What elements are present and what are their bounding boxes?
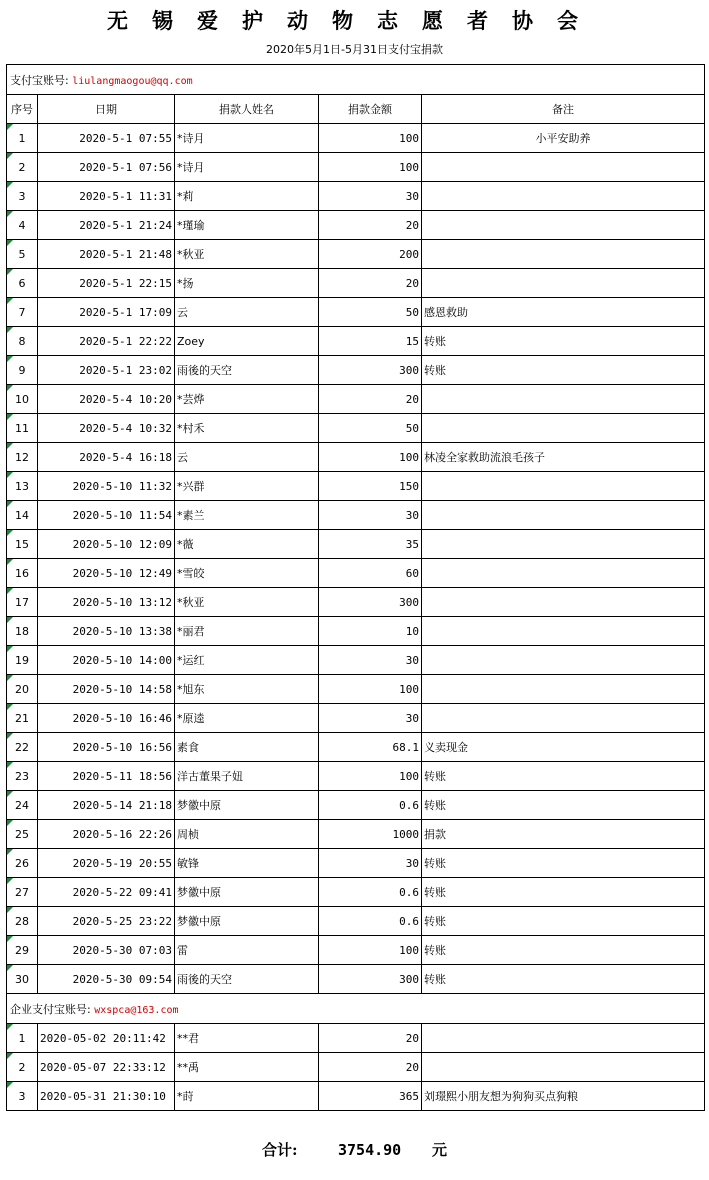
row-amount: 15 [319, 327, 422, 356]
row-seq [7, 1024, 38, 1053]
row-date: 2020-05-02 20:11:42 [38, 1024, 175, 1053]
row-seq [7, 443, 38, 472]
row-note: 转账 [422, 762, 705, 791]
row-amount: 0.6 [319, 907, 422, 936]
total-line [262, 1138, 447, 1162]
row-seq [7, 530, 38, 559]
company-alipay-account-cell [7, 994, 705, 1024]
cell-marker-icon [7, 1082, 13, 1088]
table-row [7, 936, 705, 965]
cell-marker-icon [7, 820, 13, 826]
row-seq [7, 559, 38, 588]
row-seq [7, 501, 38, 530]
cell-marker-icon [7, 501, 13, 507]
table-row [7, 211, 705, 240]
cell-marker-icon [7, 211, 13, 217]
row-donor-name: *丽君 [175, 617, 319, 646]
row-date: 2020-5-1 21:48 [38, 240, 175, 269]
row-seq-text: 19 [15, 653, 29, 667]
row-amount: 100 [319, 936, 422, 965]
row-seq-text: 10 [15, 392, 29, 406]
cell-marker-icon [7, 849, 13, 855]
row-note [422, 588, 705, 617]
alipay-account-cell [7, 65, 705, 95]
row-note [422, 414, 705, 443]
table-row [7, 182, 705, 211]
row-note: 转账 [422, 907, 705, 936]
row-amount: 20 [319, 211, 422, 240]
row-seq-text: 2 [18, 1060, 26, 1074]
row-amount: 300 [319, 965, 422, 994]
row-seq [7, 1082, 38, 1111]
row-amount: 10 [319, 617, 422, 646]
table-row [7, 878, 705, 907]
row-date: 2020-5-10 14:00 [38, 646, 175, 675]
row-date: 2020-05-07 22:33:12 [38, 1053, 175, 1082]
row-amount: 30 [319, 182, 422, 211]
row-donor-name: *村禾 [175, 414, 319, 443]
row-seq-text: 1 [18, 1031, 26, 1045]
alipay-account-label: 支付宝账号: [10, 73, 69, 87]
table-row [7, 327, 705, 356]
row-note: 感恩救助 [422, 298, 705, 327]
row-note [422, 1024, 705, 1053]
row-note: 转账 [422, 965, 705, 994]
company-alipay-account-value[interactable]: wxspca@163.com [94, 1004, 179, 1016]
row-seq [7, 820, 38, 849]
row-date: 2020-5-30 07:03 [38, 936, 175, 965]
row-seq [7, 733, 38, 762]
row-note [422, 472, 705, 501]
row-seq [7, 762, 38, 791]
row-amount: 20 [319, 385, 422, 414]
row-seq [7, 298, 38, 327]
row-donor-name: *原逵 [175, 704, 319, 733]
row-seq [7, 878, 38, 907]
row-amount: 20 [319, 269, 422, 298]
row-seq [7, 269, 38, 298]
cell-marker-icon [7, 762, 13, 768]
header-seq: 序号 [7, 95, 38, 124]
row-donor-name: *旭东 [175, 675, 319, 704]
row-date: 2020-5-1 22:22 [38, 327, 175, 356]
row-note: 转账 [422, 327, 705, 356]
row-date: 2020-5-1 23:02 [38, 356, 175, 385]
row-seq-text: 1 [18, 131, 26, 145]
row-date: 2020-5-14 21:18 [38, 791, 175, 820]
row-note: 林凌全家救助流浪毛孩子 [422, 443, 705, 472]
row-seq-text: 28 [15, 914, 29, 928]
row-date: 2020-5-10 16:46 [38, 704, 175, 733]
row-seq-text: 3 [18, 189, 26, 203]
row-amount: 100 [319, 443, 422, 472]
row-note: 小平安助养 [422, 124, 705, 153]
row-seq [7, 356, 38, 385]
row-donor-name: Zoey [175, 327, 319, 356]
cell-marker-icon [7, 1053, 13, 1059]
cell-marker-icon [7, 588, 13, 594]
row-amount: 50 [319, 298, 422, 327]
row-note [422, 182, 705, 211]
row-donor-name: *薇 [175, 530, 319, 559]
cell-marker-icon [7, 530, 13, 536]
row-note [422, 1053, 705, 1082]
row-seq [7, 385, 38, 414]
row-date: 2020-5-10 13:38 [38, 617, 175, 646]
row-amount: 100 [319, 153, 422, 182]
cell-marker-icon [7, 240, 13, 246]
cell-marker-icon [7, 269, 13, 275]
row-date: 2020-5-19 20:55 [38, 849, 175, 878]
table-row [7, 443, 705, 472]
company-alipay-account-row [7, 994, 705, 1024]
row-seq-text: 27 [15, 885, 29, 899]
row-note [422, 501, 705, 530]
row-donor-name: *莉 [175, 182, 319, 211]
row-seq [7, 791, 38, 820]
table-row [7, 124, 705, 153]
row-donor-name: *诗月 [175, 124, 319, 153]
row-seq [7, 472, 38, 501]
table-row [7, 530, 705, 559]
row-donor-name: 雨後的天空 [175, 965, 319, 994]
table-row [7, 791, 705, 820]
table-row [7, 965, 705, 994]
row-date: 2020-5-22 09:41 [38, 878, 175, 907]
row-donor-name: *莳 [175, 1082, 319, 1111]
row-date: 2020-5-4 16:18 [38, 443, 175, 472]
row-donor-name: 敏锋 [175, 849, 319, 878]
row-seq-text: 3 [18, 1089, 26, 1103]
row-donor-name: 周桢 [175, 820, 319, 849]
row-note: 转账 [422, 849, 705, 878]
row-donor-name: **君 [175, 1024, 319, 1053]
row-seq [7, 936, 38, 965]
row-seq-text: 15 [15, 537, 29, 551]
row-amount: 300 [319, 356, 422, 385]
row-note: 义卖现金 [422, 733, 705, 762]
table-row [7, 704, 705, 733]
row-date: 2020-5-4 10:20 [38, 385, 175, 414]
cell-marker-icon [7, 559, 13, 565]
row-seq [7, 675, 38, 704]
row-amount: 0.6 [319, 791, 422, 820]
row-amount: 60 [319, 559, 422, 588]
row-date: 2020-5-10 16:56 [38, 733, 175, 762]
row-seq-text: 11 [15, 421, 29, 435]
row-date: 2020-5-1 21:24 [38, 211, 175, 240]
cell-marker-icon [7, 617, 13, 623]
row-donor-name: 梦徽中原 [175, 791, 319, 820]
row-note: 转账 [422, 878, 705, 907]
row-amount: 100 [319, 124, 422, 153]
row-seq-text: 30 [15, 972, 29, 986]
row-seq-text: 12 [15, 450, 29, 464]
cell-marker-icon [7, 1024, 13, 1030]
row-seq [7, 646, 38, 675]
row-note [422, 240, 705, 269]
row-date: 2020-5-10 12:49 [38, 559, 175, 588]
table-row [7, 907, 705, 936]
row-amount: 150 [319, 472, 422, 501]
row-donor-name: *扬 [175, 269, 319, 298]
row-donor-name: *雪皎 [175, 559, 319, 588]
cell-marker-icon [7, 356, 13, 362]
table-row [7, 646, 705, 675]
row-seq [7, 124, 38, 153]
row-amount: 100 [319, 675, 422, 704]
row-date: 2020-5-10 11:54 [38, 501, 175, 530]
row-seq-text: 23 [15, 769, 29, 783]
row-date: 2020-5-10 12:09 [38, 530, 175, 559]
table-row [7, 820, 705, 849]
row-seq [7, 1053, 38, 1082]
cell-marker-icon [7, 878, 13, 884]
total-unit: 元 [432, 1141, 448, 1159]
row-note: 刘璟熙小朋友想为狗狗买点狗粮 [422, 1082, 705, 1111]
row-date: 2020-5-30 09:54 [38, 965, 175, 994]
row-seq [7, 211, 38, 240]
row-seq [7, 327, 38, 356]
row-note [422, 269, 705, 298]
row-note [422, 617, 705, 646]
row-seq-text: 20 [15, 682, 29, 696]
row-note [422, 675, 705, 704]
row-donor-name: *诗月 [175, 153, 319, 182]
row-amount: 365 [319, 1082, 422, 1111]
table-row [7, 617, 705, 646]
table-row [7, 414, 705, 443]
cell-marker-icon [7, 153, 13, 159]
table-row [7, 849, 705, 878]
row-seq-text: 29 [15, 943, 29, 957]
row-seq-text: 16 [15, 566, 29, 580]
row-seq-text: 5 [18, 247, 26, 261]
row-date: 2020-5-25 23:22 [38, 907, 175, 936]
row-donor-name: *运红 [175, 646, 319, 675]
cell-marker-icon [7, 965, 13, 971]
header-name: 捐款人姓名 [175, 95, 319, 124]
page-title: 无锡爱护动物志愿者协会 [107, 8, 602, 33]
table-row [7, 762, 705, 791]
row-amount: 30 [319, 501, 422, 530]
row-amount: 30 [319, 646, 422, 675]
row-donor-name: *芸烨 [175, 385, 319, 414]
cell-marker-icon [7, 327, 13, 333]
row-amount: 68.1 [319, 733, 422, 762]
row-amount: 200 [319, 240, 422, 269]
cell-marker-icon [7, 733, 13, 739]
row-amount: 1000 [319, 820, 422, 849]
row-note: 转账 [422, 936, 705, 965]
row-seq [7, 965, 38, 994]
table-row [7, 385, 705, 414]
page-subtitle: 2020年5月1日-5月31日支付宝捐款 [266, 43, 443, 56]
row-note [422, 530, 705, 559]
row-donor-name: 素食 [175, 733, 319, 762]
row-date: 2020-5-16 22:26 [38, 820, 175, 849]
row-date: 2020-5-4 10:32 [38, 414, 175, 443]
cell-marker-icon [7, 472, 13, 478]
table-row [7, 298, 705, 327]
row-seq-text: 13 [15, 479, 29, 493]
row-donor-name: *素兰 [175, 501, 319, 530]
row-date: 2020-5-1 07:56 [38, 153, 175, 182]
cell-marker-icon [7, 791, 13, 797]
row-donor-name: 梦徽中原 [175, 878, 319, 907]
row-donor-name: 雷 [175, 936, 319, 965]
table-row [7, 1053, 705, 1082]
row-note [422, 385, 705, 414]
table-row [7, 1024, 705, 1053]
row-date: 2020-5-10 14:58 [38, 675, 175, 704]
row-seq [7, 849, 38, 878]
row-note [422, 646, 705, 675]
table-row [7, 240, 705, 269]
row-donor-name: *秋亚 [175, 588, 319, 617]
cell-marker-icon [7, 936, 13, 942]
cell-marker-icon [7, 704, 13, 710]
row-amount: 30 [319, 849, 422, 878]
row-seq [7, 704, 38, 733]
row-note: 转账 [422, 791, 705, 820]
header-date: 日期 [38, 95, 175, 124]
row-seq [7, 182, 38, 211]
row-seq-text: 4 [18, 218, 26, 232]
row-note [422, 559, 705, 588]
row-amount: 20 [319, 1053, 422, 1082]
cell-marker-icon [7, 675, 13, 681]
row-date: 2020-5-11 18:56 [38, 762, 175, 791]
row-seq [7, 617, 38, 646]
table-row [7, 733, 705, 762]
row-seq [7, 588, 38, 617]
row-donor-name: 梦徽中原 [175, 907, 319, 936]
row-donor-name: 洋古董果子妞 [175, 762, 319, 791]
row-seq [7, 153, 38, 182]
row-amount: 20 [319, 1024, 422, 1053]
header-note: 备注 [422, 95, 705, 124]
cell-marker-icon [7, 385, 13, 391]
row-donor-name: 云 [175, 443, 319, 472]
row-donor-name: 云 [175, 298, 319, 327]
row-seq-text: 25 [15, 827, 29, 841]
row-seq [7, 240, 38, 269]
row-date: 2020-5-1 22:15 [38, 269, 175, 298]
company-alipay-account-label: 企业支付宝账号: [10, 1002, 91, 1016]
row-date: 2020-5-10 13:12 [38, 588, 175, 617]
table-row [7, 559, 705, 588]
row-seq-text: 24 [15, 798, 29, 812]
row-seq-text: 18 [15, 624, 29, 638]
row-seq-text: 17 [15, 595, 29, 609]
row-seq-text: 6 [18, 276, 26, 290]
row-donor-name: **禹 [175, 1053, 319, 1082]
donation-table [6, 64, 705, 1111]
row-note [422, 153, 705, 182]
alipay-account-row [7, 65, 705, 95]
cell-marker-icon [7, 907, 13, 913]
row-amount: 30 [319, 704, 422, 733]
row-date: 2020-5-10 11:32 [38, 472, 175, 501]
table-row [7, 675, 705, 704]
row-seq-text: 8 [18, 334, 26, 348]
cell-marker-icon [7, 124, 13, 130]
row-note: 捐款 [422, 820, 705, 849]
row-date: 2020-5-1 17:09 [38, 298, 175, 327]
row-seq-text: 7 [18, 305, 26, 319]
row-donor-name: *秋亚 [175, 240, 319, 269]
row-amount: 0.6 [319, 878, 422, 907]
table-row [7, 1082, 705, 1111]
row-amount: 100 [319, 762, 422, 791]
row-seq-text: 14 [15, 508, 29, 522]
row-donor-name: *瑾瑜 [175, 211, 319, 240]
cell-marker-icon [7, 298, 13, 304]
row-seq-text: 9 [18, 363, 26, 377]
cell-marker-icon [7, 443, 13, 449]
row-amount: 50 [319, 414, 422, 443]
header-row [7, 95, 705, 124]
row-seq-text: 21 [15, 711, 29, 725]
row-seq-text: 22 [15, 740, 29, 754]
row-seq [7, 414, 38, 443]
row-note: 转账 [422, 356, 705, 385]
table-row [7, 501, 705, 530]
row-note [422, 211, 705, 240]
table-row [7, 356, 705, 385]
header-amount: 捐款金额 [319, 95, 422, 124]
total-value: 3754.90 [338, 1141, 402, 1159]
table-row [7, 153, 705, 182]
row-note [422, 704, 705, 733]
alipay-account-value[interactable]: liulangmaogou@qq.com [72, 75, 193, 87]
table-row [7, 588, 705, 617]
row-seq [7, 907, 38, 936]
row-amount: 300 [319, 588, 422, 617]
row-donor-name: *兴群 [175, 472, 319, 501]
table-row [7, 269, 705, 298]
row-seq-text: 2 [18, 160, 26, 174]
row-seq-text: 26 [15, 856, 29, 870]
cell-marker-icon [7, 414, 13, 420]
row-donor-name: 雨後的天空 [175, 356, 319, 385]
row-amount: 35 [319, 530, 422, 559]
total-label: 合计: [262, 1141, 298, 1159]
row-date: 2020-05-31 21:30:10 [38, 1082, 175, 1111]
row-date: 2020-5-1 11:31 [38, 182, 175, 211]
cell-marker-icon [7, 646, 13, 652]
row-date: 2020-5-1 07:55 [38, 124, 175, 153]
cell-marker-icon [7, 182, 13, 188]
table-row [7, 472, 705, 501]
